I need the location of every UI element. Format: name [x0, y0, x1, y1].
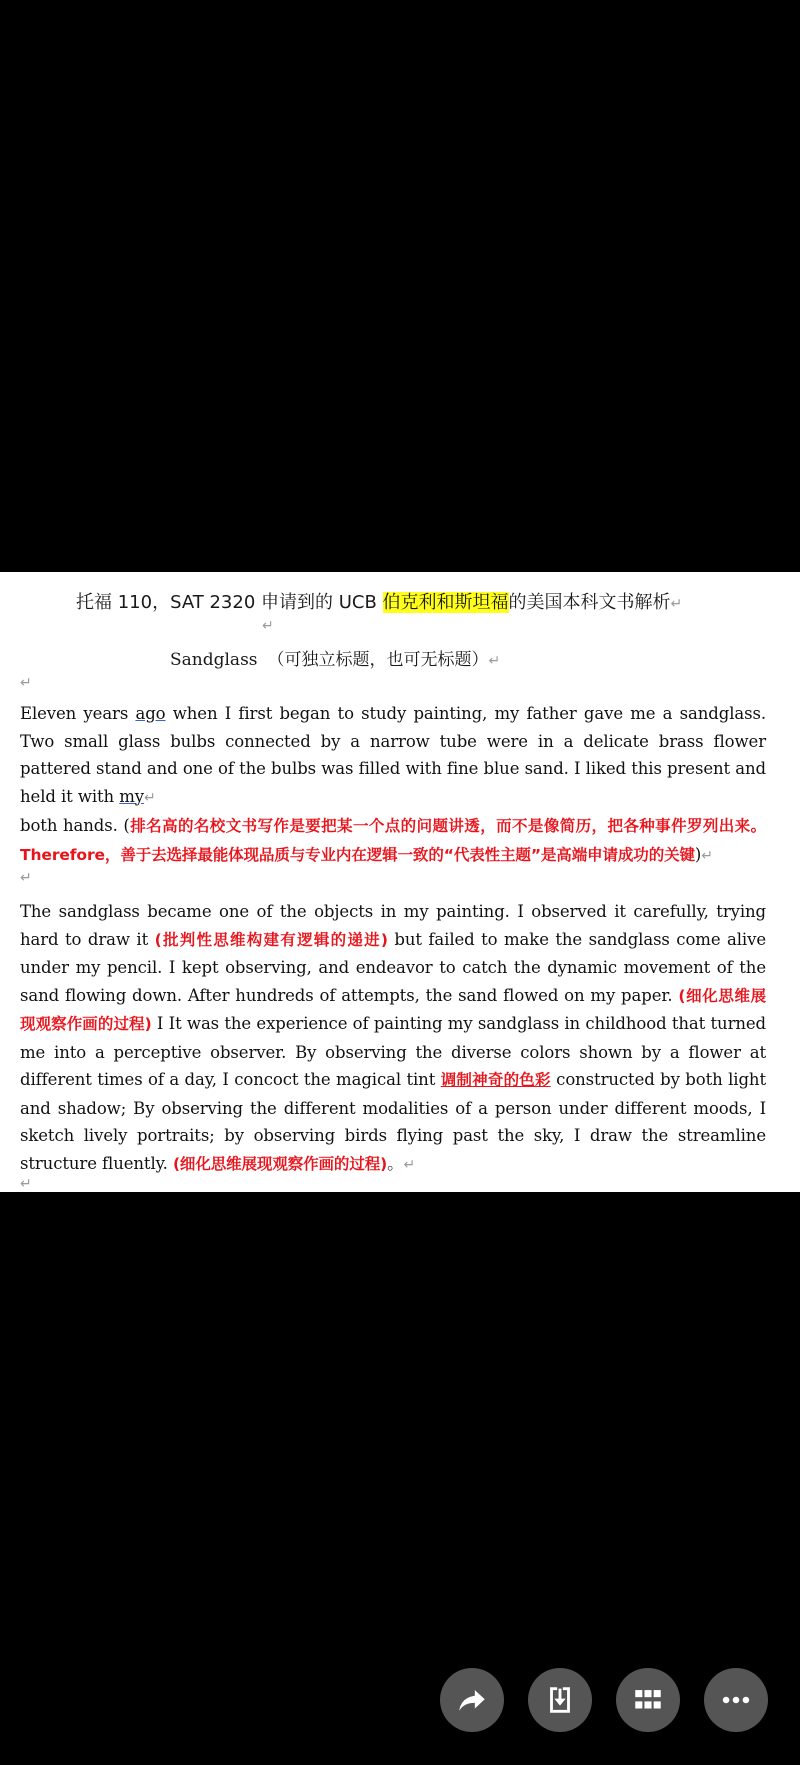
subtitle-text: Sandglass	[170, 650, 258, 670]
para2-annotation-1: (批判性思维构建有逻辑的递进)	[154, 930, 388, 949]
share-button[interactable]	[440, 1668, 504, 1732]
subtitle-note: （可独立标题，也可无标题）	[267, 650, 489, 670]
grid-icon	[631, 1683, 665, 1717]
para1-annotation: 排名高的名校文书写作是要把某一个点的问题讲透，而不是像简历，把各种事件罗列出来。Therefore，善于去选择最能体现品质与专业内在逻辑一致的“代表性主题”是高端申请成功的关键	[20, 817, 766, 864]
para2-annotation-4: (细化思维展现观察作画的过程)	[172, 1154, 388, 1173]
paragraph-mark-icon: ↵	[262, 618, 274, 634]
action-bar	[0, 1668, 800, 1734]
more-button[interactable]	[704, 1668, 768, 1732]
document-subtitle	[170, 645, 500, 670]
document-title	[76, 588, 682, 614]
paragraph-mark-icon: ↵	[403, 1156, 416, 1173]
para2-text-4: constructed by both light and shadow; By observing the different modalities of a person under different moods, I sketch lively portraits; by observing birds flying past the sky, I draw the streamline structure fluently.	[20, 1070, 766, 1173]
paragraph-mark-icon: ↵	[144, 789, 156, 806]
more-dots-icon	[719, 1683, 753, 1717]
title-suffix: 的美国本科文书解析	[508, 592, 671, 613]
paragraph-mark-icon: ↵	[20, 675, 32, 691]
paragraph-mark-icon: ↵	[488, 653, 501, 669]
download-button[interactable]	[528, 1668, 592, 1732]
paragraph-mark-icon: ↵	[20, 1176, 32, 1192]
document-page	[0, 572, 800, 1192]
para1-text-4: )	[694, 844, 702, 864]
para2-text-5: 。	[387, 1153, 404, 1173]
para2-annotation-3: 调制神奇的色彩	[440, 1071, 551, 1089]
paragraph-1	[20, 700, 766, 870]
para1-word-my: my	[119, 786, 145, 806]
paragraph-mark-icon: ↵	[20, 870, 32, 886]
para1-text-3: both hands. (	[20, 816, 130, 835]
para1-word-ago: ago	[135, 704, 166, 723]
para1-text-1: Eleven years	[20, 704, 136, 723]
title-prefix: 托福 110，SAT 2320 申请到的 UCB	[76, 592, 383, 613]
paragraph-mark-icon: ↵	[701, 847, 713, 864]
para1-text-2: when I first began to study painting, my father gave me a sandglass. Two small glass bulbs connected by a narrow tube were in a delicate brass flower pattered stand and one of the bulbs was filled with fine blue sand. I liked this present and held it with	[20, 704, 766, 806]
download-icon	[543, 1683, 577, 1717]
para2-text-3: I It was the experience of painting my sandglass in childhood that turned me into a perceptive observer. By observing the diverse colors shown by a flower at different times of a day, I concoct the magical tint	[20, 1014, 767, 1089]
para2-text-1: The sandglass became one of the objects in my painting. I observed it carefully, trying hard to draw it	[20, 902, 766, 949]
apps-button[interactable]	[616, 1668, 680, 1732]
paragraph-2	[20, 898, 766, 1179]
paragraph-mark-icon: ↵	[670, 596, 683, 612]
share-arrow-icon	[455, 1683, 489, 1717]
title-highlight: 伯克利和斯坦福	[382, 592, 509, 613]
para2-text-2: but failed to make the sandglass come alive under my pencil. I kept observing, and endeavor to catch the dynamic movement of the sand flowing down. After hundreds of attempts, the sand flowed on my paper.	[20, 929, 766, 1005]
para2-annotation-2: (细化思维展现观察作画的过程)	[20, 986, 766, 1033]
